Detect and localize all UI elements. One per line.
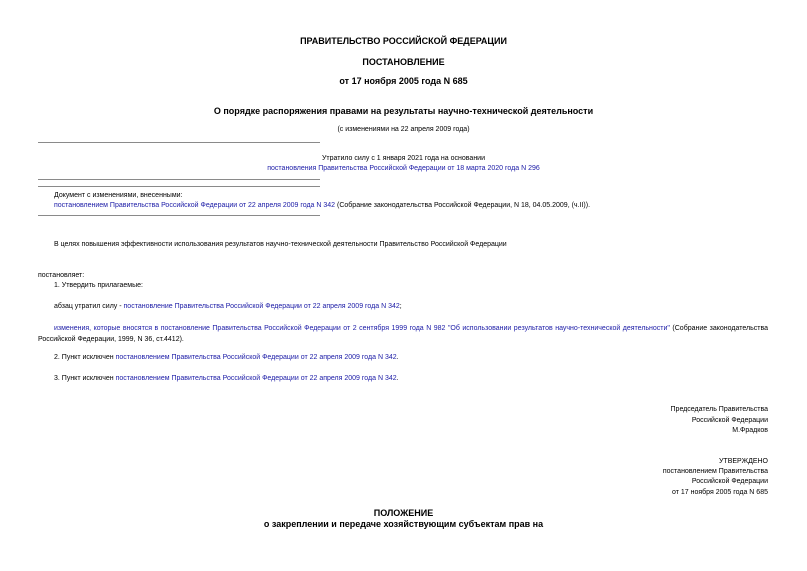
signature-country: Российской Федерации <box>691 417 768 424</box>
item-2 <box>54 353 399 362</box>
divider <box>38 215 320 216</box>
regulation-title: ПОЛОЖЕНИЕ <box>373 508 434 518</box>
paragraph-repealed-suffix: ; <box>399 303 402 310</box>
repeal-link[interactable]: постановления Правительства Российской Федерации от 18 марта 2020 года N 296 <box>267 165 540 172</box>
document-date-number: от 17 ноября 2005 года N 685 <box>339 76 468 86</box>
approved-date: от 17 ноября 2005 года N 685 <box>672 489 768 496</box>
signature-name: М.Фрадков <box>732 427 768 434</box>
paragraph-changes <box>38 323 768 345</box>
item-3 <box>54 374 399 383</box>
amendments-note: (с изменениями на 22 апреля 2009 года) <box>337 126 470 133</box>
changes-source: (Собрание законодательства Российской Федерации, N 18, 04.05.2009, (ч.II)). <box>335 202 591 209</box>
divider <box>38 186 320 187</box>
item-3-link[interactable]: постановлением Правительства Российской Федерации от 22 апреля 2009 года N 342 <box>115 375 397 382</box>
item-2-suffix: . <box>396 354 399 361</box>
approved-by: постановлением Правительства <box>662 468 768 475</box>
paragraph-repealed-link[interactable]: постановление Правительства Российской Федерации от 22 апреля 2009 года N 342 <box>123 303 400 310</box>
document-type: ПОСТАНОВЛЕНИЕ <box>362 57 445 67</box>
approved-country: Российской Федерации <box>691 478 768 485</box>
signature-position: Председатель Правительства <box>670 406 768 413</box>
item-2-link[interactable]: постановлением Правительства Российской Федерации от 22 апреля 2009 года N 342 <box>115 354 397 361</box>
regulation-subtitle: о закреплении и передаче хозяйствующим субъектам прав на <box>263 519 544 529</box>
paragraph-changes-source: (Собрание законодательства Российской Федерации, 1999, N 36, ст.4412). <box>38 325 768 343</box>
paragraph-repealed <box>54 302 402 311</box>
repeal-notice: Утратило силу с 1 января 2021 года на основании <box>321 155 486 162</box>
paragraph-changes-link[interactable]: изменения, которые вносятся в постановление Правительства Российской Федерации от 2 сентября 1999 года N 982 "Об использовании результатов научно-технической деятельности" <box>54 325 670 332</box>
divider <box>38 142 320 143</box>
changes-link[interactable]: постановлением Правительства Российской Федерации от 22 апреля 2009 года N 342 <box>54 202 336 209</box>
changes-line <box>54 201 590 210</box>
decides: постановляет: <box>38 272 85 279</box>
item-1: 1. Утвердить прилагаемые: <box>54 282 143 289</box>
item-3-prefix: 3. Пункт исключен <box>54 375 116 382</box>
preamble: В целях повышения эффективности использования результатов научно-технической деятельности Правительство Российской Федерации <box>54 241 507 248</box>
item-3-suffix: . <box>396 375 399 382</box>
paragraph-repealed-prefix: абзац утратил силу - <box>54 303 124 310</box>
item-2-prefix: 2. Пункт исключен <box>54 354 116 361</box>
approved-label: УТВЕРЖДЕНО <box>718 458 768 465</box>
divider <box>38 179 320 180</box>
changes-intro: Документ с изменениями, внесенными: <box>54 192 183 199</box>
document-title: О порядке распоряжения правами на результаты научно-технической деятельности <box>213 106 594 116</box>
government-heading: ПРАВИТЕЛЬСТВО РОССИЙСКОЙ ФЕДЕРАЦИИ <box>300 36 507 46</box>
